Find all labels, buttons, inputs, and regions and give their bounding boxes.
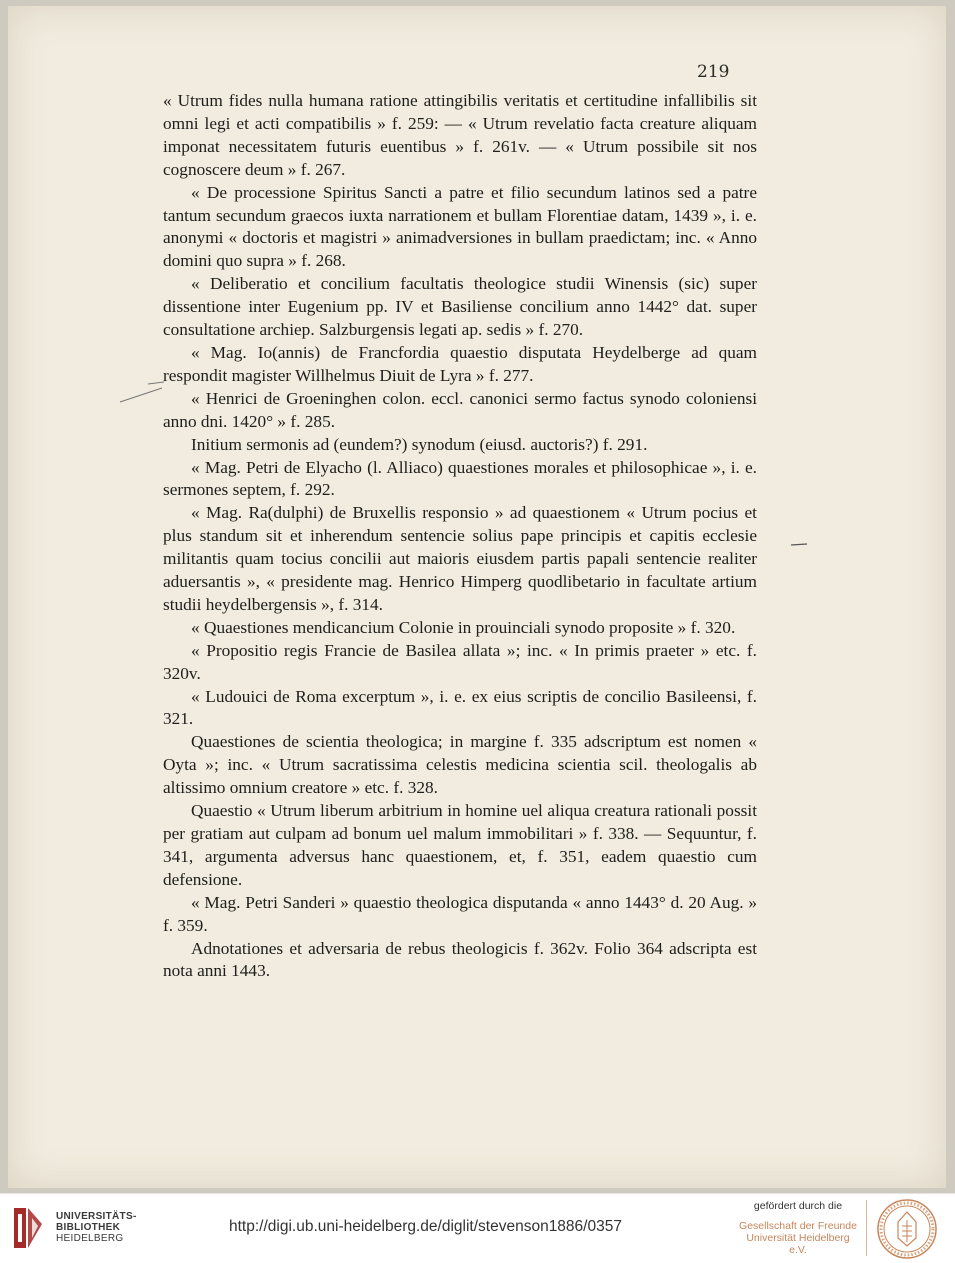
paragraph: « Deliberatio et concilium facultatis theologice studii Winensis (sic) super dissentione inter Eugenium pp. IV et Basiliense concilium anno 1442° dat. super consultatione archiep. Salzburgensis legati ap. sedis » f. 270. [163, 274, 757, 340]
margin-pencil-mark [118, 380, 166, 404]
paragraph: « De processione Spiritus Sancti a patre et filio secundum latinos sed a patre tantum secundum graecos iuxta narrationem et bullam Florentiae datam, 1439 », i. e. anonymi « doctoris et magistri » animadversiones in bullam praedictam; inc. « Anno domini quo supra » f. 268. [163, 182, 757, 271]
paragraph: « Ludouici de Roma excerptum », i. e. ex eius scriptis de concilio Basileensi, f. 321. [163, 686, 757, 729]
paragraph: « Propositio regis Francie de Basilea allata »; inc. « In primis praeter » etc. f. 320v. [163, 640, 757, 683]
body-text [163, 90, 757, 983]
paragraph: « Mag. Io(annis) de Francfordia quaestio disputata Heydelberge ad quam respondit magister Willhelmus Diuit de Lyra » f. 277. [163, 342, 757, 385]
university-seal-icon[interactable] [876, 1198, 938, 1260]
paragraph: « Henrici de Groeninghen colon. eccl. canonici sermo factus synodo coloniensi anno dni. 1420° » f. 285. [163, 388, 757, 431]
university-library-logo-icon[interactable] [10, 1204, 46, 1252]
library-name[interactable] [56, 1211, 137, 1244]
paragraph: Quaestio « Utrum liberum arbitrium in homine uel aliqua creatura rationali possit per gratiam aut culpam ad bonum uel malum immobilitari » f. 338. — Sequuntur, f. 341, argumenta adversus hanc quaestionem, et, f. 351, eadem quaestio cum defensione. [163, 801, 757, 889]
page-number: 219 [697, 62, 730, 82]
margin-dash-mark [790, 540, 808, 548]
sponsor-name-line: Gesellschaft der Freunde [739, 1220, 857, 1232]
paragraph: « Mag. Petri Sanderi » quaestio theologica disputanda « anno 1443° d. 20 Aug. » f. 359. [163, 892, 757, 935]
paragraph: « Quaestiones mendicancium Colonie in prouinciali synodo proposite » f. 320. [191, 617, 736, 637]
library-name-line: BIBLIOTHEK [56, 1222, 121, 1233]
library-name-line: HEIDELBERG [56, 1233, 124, 1244]
sponsor-name-line: Universität Heidelberg e.V. [746, 1232, 850, 1256]
paragraph: « Utrum fides nulla humana ratione attingibilis veritatis et certitudine infallibilis sit omni legi et acti compatibilis » f. 259: — « Utrum revelatio facta creature aliquam imponat necessitatem futuris euentibus » f. 261v. — « Utrum possibile sit nos cognoscere deum » f. 267. [163, 91, 757, 179]
viewer-footer [0, 1193, 955, 1263]
sponsor-divider [866, 1200, 867, 1256]
paragraph: Initium sermonis ad (eundem?) synodum (eiusd. auctoris?) f. 291. [191, 434, 648, 454]
paragraph: « Mag. Ra(dulphi) de Bruxellis responsio » ad quaestionem « Utrum pocius et plus standum sit et inherendum sentencie solius pape principis et capitis ecclesie militantis quam tocius concilii aut maioris eiusdem partis papali sentencie realiter aduersantis », « presidente mag. Henrico Himperg quodlibetario in facultate artium studii heydelbergensis », f. 314. [163, 503, 757, 614]
paragraph: Adnotationes et adversaria de rebus theologicis f. 362v. Folio 364 adscripta est nota anni 1443. [163, 938, 757, 981]
sponsor-caption: gefördert durch die [753, 1200, 843, 1212]
permalink-url[interactable]: http://digi.ub.uni-heidelberg.de/diglit/stevenson1886/0357 [229, 1218, 622, 1235]
sponsor-block[interactable] [738, 1200, 858, 1256]
library-name-line: UNIVERSITÄTS- [56, 1211, 137, 1222]
paragraph: « Mag. Petri de Elyacho (l. Alliaco) quaestiones morales et philosophicae », i. e. sermones septem, f. 292. [163, 457, 757, 500]
paragraph: Quaestiones de scientia theologica; in margine f. 335 adscriptum est nomen « Oyta »; inc. « Utrum sacratissima celestis medicina scientia scil. theologalis ab altissimo omnium creatore » etc. f. 328. [163, 732, 757, 798]
